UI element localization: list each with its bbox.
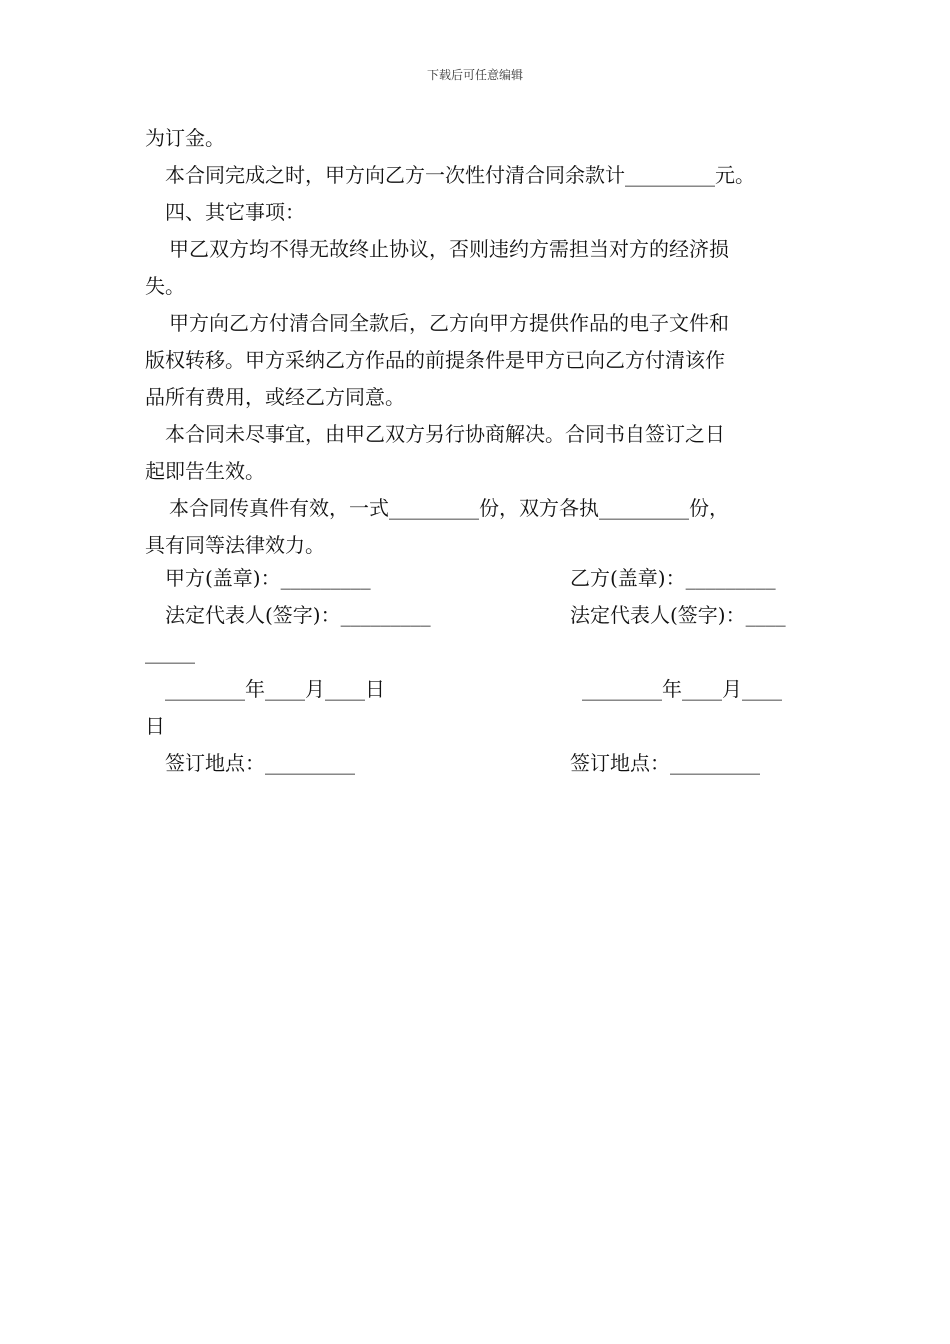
paragraph-copyright-line2: 版权转移。甲方采纳乙方作品的前提条件是甲方已向乙方付清该作 [145,348,725,372]
party-b-representative-field: 法定代表人(签字)：____ [570,603,786,627]
party-a-representative-field: 法定代表人(签字)：_________ [165,603,431,627]
section-heading-other-matters: 四、其它事项： [165,200,305,224]
paragraph-termination-line1: 甲乙双方均不得无故终止协议，否则违约方需担当对方的经济损 [169,237,729,261]
paragraph-balance-payment: 本合同完成之时，甲方向乙方一次性付清合同余款计_________元。 [165,163,755,187]
paragraph-copyright-line1: 甲方向乙方付清合同全款后，乙方向甲方提供作品的电子文件和 [169,311,729,335]
party-a-signing-place-field: 签订地点：_________ [165,751,355,775]
paragraph-fax-validity-line1: 本合同传真件有效，一式_________份，双方各执_________份， [169,496,729,520]
paragraph-termination-line2: 失。 [145,274,185,298]
paragraph-deposit-end: 为订金。 [145,126,225,150]
paragraph-fax-validity-line2: 具有同等法律效力。 [145,533,325,557]
paragraph-copyright-line3: 品所有费用，或经乙方同意。 [145,385,405,409]
party-b-representative-field-wrap: _____ [145,640,195,664]
page-header: 下载后可任意编辑 [426,68,523,82]
paragraph-unresolved-line2: 起即告生效。 [145,459,265,483]
paragraph-unresolved-line1: 本合同未尽事宜，由甲乙双方另行协商解决。合同书自签订之日 [165,422,725,446]
party-b-date-field: ________年____月____ [582,677,782,701]
party-b-date-field-wrap: 日 [145,714,165,738]
party-a-date-field: ________年____月____日 [165,677,385,701]
party-a-seal-field: 甲方(盖章)：_________ [165,566,371,590]
party-b-seal-field: 乙方(盖章)：_________ [570,566,776,590]
party-b-signing-place-field: 签订地点：_________ [570,751,760,775]
